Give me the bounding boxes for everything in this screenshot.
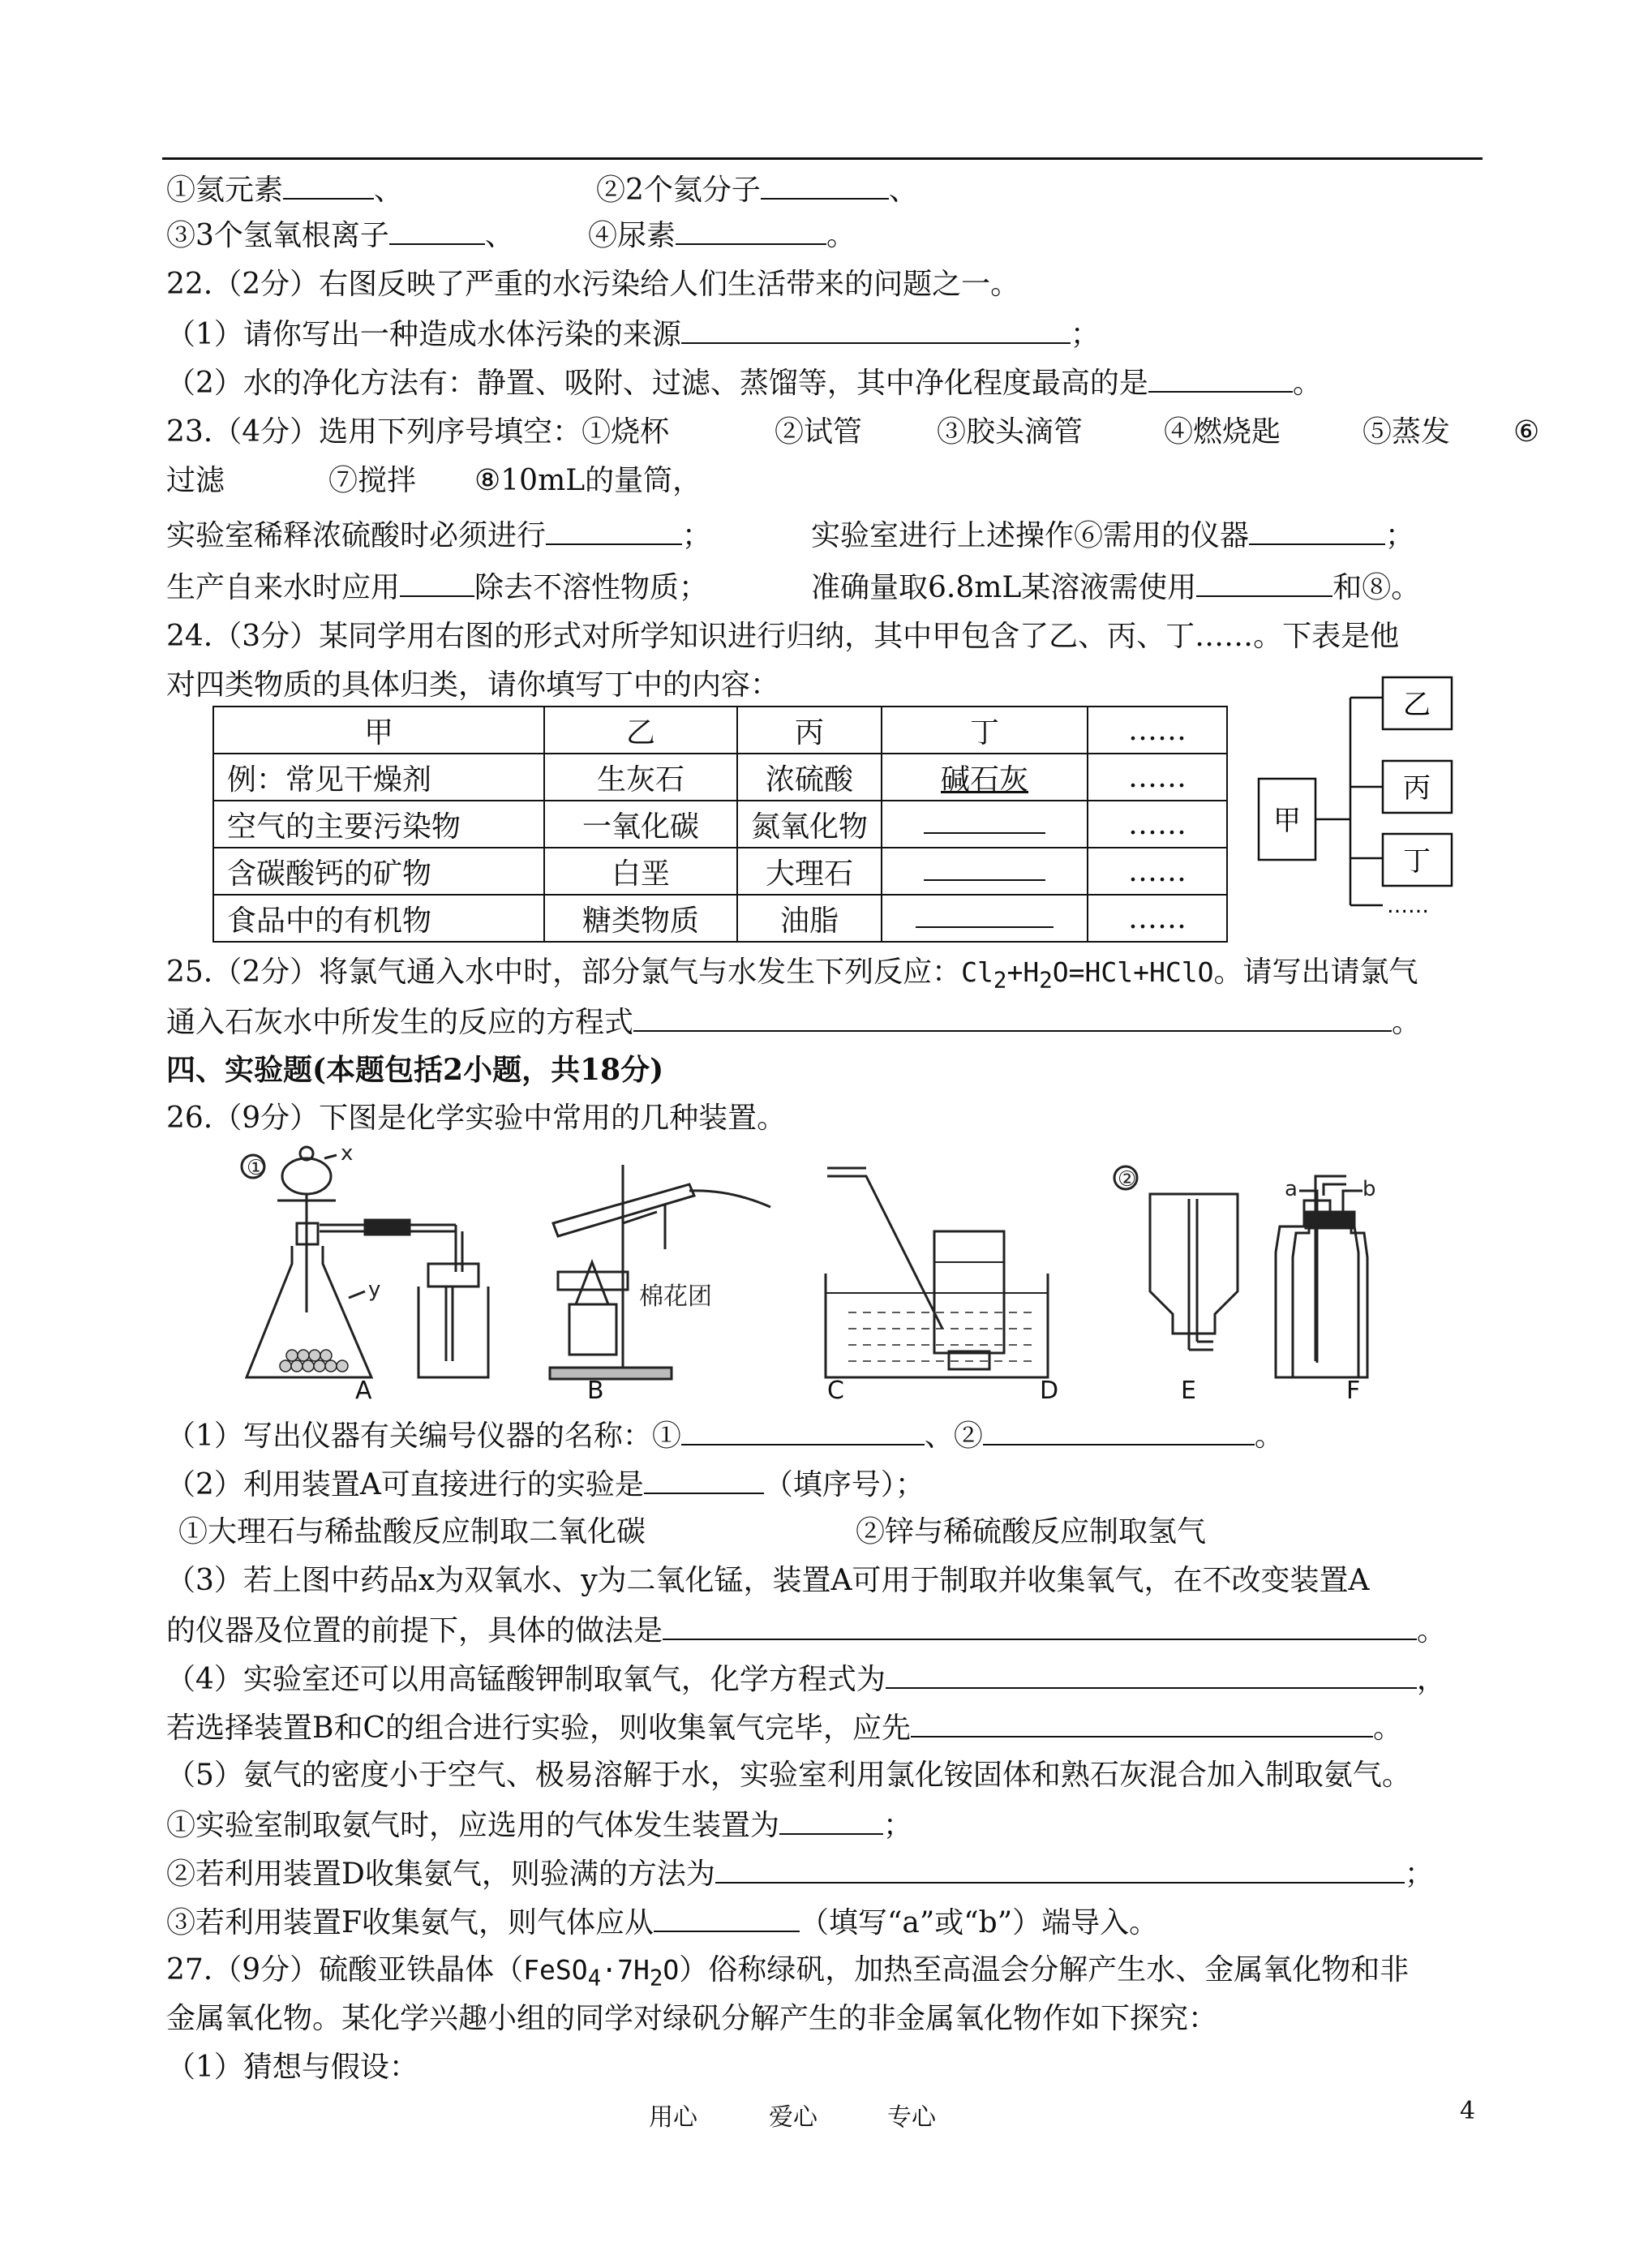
q26-part5-1: ①实验室制取氨气时，应选用的气体发生装置为 ；	[166, 1806, 912, 1845]
q23-line2a: 过滤	[166, 464, 225, 497]
answer-blank[interactable]	[916, 902, 1054, 928]
table-cell: 浓硫酸	[737, 754, 882, 801]
mark-b: b	[1362, 1177, 1376, 1201]
footer-word-2: 爱心	[769, 2103, 818, 2132]
q23-line2b: ⑦搅拌	[328, 464, 417, 497]
q22-p2-blank[interactable]	[1148, 363, 1293, 393]
mark-y: y	[368, 1278, 381, 1302]
apparatus-b	[550, 1165, 770, 1379]
q26-part3-a: （3）若上图中药品x为双氧水、y为二氧化锰，装置A可用于制取并收集氧气，在不改变装置A	[166, 1564, 1370, 1597]
q26-part5: （5）氨气的密度小于空气、极易溶解于水，实验室利用氯化铵固体和熟石灰混合加入制取氨气。	[166, 1759, 1411, 1792]
q26-part2: （2）利用装置A可直接进行的实验是 （填序号）；	[166, 1465, 925, 1504]
q21-c-text: ③3个氢氧根离子	[166, 219, 389, 252]
table-header-cell: 甲	[213, 707, 544, 754]
table-cell: 生灰石	[544, 754, 737, 801]
q21-b-blank[interactable]	[761, 170, 889, 200]
apparatus-f	[1393, 1210, 1419, 1248]
table-header-row	[213, 707, 1227, 754]
answer-blank[interactable]	[924, 855, 1045, 881]
tree-more-label: ……	[1387, 894, 1429, 918]
tree-child-label: 乙	[1403, 689, 1431, 721]
q21-line-1: ①氦元素 、	[166, 170, 403, 209]
footer-word-1: 用心	[649, 2103, 697, 2132]
mark-1: ①	[247, 1156, 266, 1180]
q26-part5-3: ③若利用装置F收集氨气，则气体应从 （填写“a”或“b”）端导入。	[166, 1903, 1158, 1942]
table-row	[213, 848, 1227, 895]
apparatus-a	[242, 1147, 488, 1377]
q26-stem: 26.（9分）下图是化学实验中常用的几种装置。	[166, 1102, 787, 1135]
table-cell: 食品中的有机物	[213, 895, 544, 942]
q26-p4a-blank[interactable]	[886, 1660, 1417, 1689]
label-c: C	[827, 1377, 844, 1405]
q21-a-blank[interactable]	[283, 170, 374, 200]
q21-c-blank[interactable]	[389, 216, 485, 245]
q23-l4b-blank[interactable]	[1196, 568, 1332, 597]
q23-opt5: ⑤蒸发	[1362, 415, 1451, 449]
q22-part2: （2）水的净化方法有：静置、吸附、过滤、蒸馏等，其中净化程度最高的是 。	[166, 363, 1322, 402]
table-cell: ……	[1088, 754, 1227, 801]
q23-line4b: 准确量取6.8mL某溶液需使用 和⑧。	[811, 568, 1420, 607]
q21-d-text: ④尿素	[588, 219, 676, 252]
label-d: D	[1040, 1377, 1059, 1405]
q27-line-3: （1）猜想与假设：	[166, 2051, 418, 2084]
q26-part4-a: （4）实验室还可以用高锰酸钾制取氧气，化学方程式为 ，	[166, 1660, 1446, 1699]
q26-option-2: ②锌与稀硫酸反应制取氢气	[856, 1515, 1207, 1549]
label-a: A	[355, 1377, 372, 1405]
q23-line2c: ⑧10mL的量筒，	[474, 464, 702, 497]
q26-option-1: ①大理石与稀盐酸反应制取二氧化碳	[178, 1515, 646, 1549]
table-cell: ……	[1088, 895, 1227, 942]
q27-line-1: 27.（9分）硫酸亚铁晶体$(FeSO_4\cdot 7H_2O)$俗称绿矾，加热至高温会分解产生水、金属氧化物和非	[166, 1953, 1410, 1991]
tree-root-label: 甲	[1273, 805, 1301, 837]
table-cell: 油脂	[737, 895, 882, 942]
table-cell	[882, 801, 1088, 848]
q26-p1-blank-2[interactable]	[983, 1416, 1255, 1445]
table-row	[213, 801, 1227, 848]
q21-line-2: ③3个氢氧根离子 、	[166, 216, 514, 255]
table-cell: 白垩	[544, 848, 737, 895]
q21-b-text: ②2个氦分子	[596, 174, 761, 207]
table-cell: ……	[1088, 801, 1227, 848]
page-number: 4	[1460, 2097, 1476, 2125]
table-cell	[882, 848, 1088, 895]
q25-line-1: 25.（2分）将氯气通入水中时，部分氯气与水发生下列反应：$Cl_2+H_2O=HCl+HClO$。请写出请氯气	[166, 956, 1418, 994]
tree-child-label: 丙	[1403, 772, 1431, 805]
q26-part5-2: ②若利用装置D收集氨气，则验满的方法为 ；	[166, 1854, 1434, 1893]
table-row	[213, 895, 1227, 942]
q23-opt4: ④燃烧匙	[1164, 415, 1281, 449]
q24-stem-1: 24.（3分）某同学用右图的形式对所学知识进行归纳，其中甲包含了乙、丙、丁……。下表是他	[166, 620, 1400, 653]
green-vitriol-formula: $FeSO_4\cdot 7H_2O$	[523, 1954, 680, 1991]
q25-blank[interactable]	[633, 1003, 1392, 1032]
q23-opt2: ②试管	[775, 415, 863, 449]
q23-line4a: 生产自来水时应用 除去不溶性物质；	[166, 568, 708, 607]
q23-line3a: 实验室稀释浓硫酸时必须进行 ；	[166, 516, 711, 555]
table-cell: ……	[1088, 848, 1227, 895]
header-rule	[162, 157, 1483, 160]
q26-part3-b: 的仪器及位置的前提下，具体的做法是 。	[166, 1611, 1446, 1650]
apparatus-c	[826, 1168, 1048, 1377]
tree-child-label: 丁	[1403, 845, 1431, 878]
table-header-cell: ……	[1088, 707, 1227, 754]
q26-p1-blank-1[interactable]	[681, 1416, 925, 1445]
label-b: B	[587, 1377, 604, 1405]
q27-line-2: 金属氧化物。某化学兴趣小组的同学对绿矾分解产生的非金属氧化物作如下探究：	[166, 2002, 1218, 2035]
q24-stem-2: 对四类物质的具体归类，请你填写丁中的内容：	[166, 668, 780, 702]
table-cell: 空气的主要污染物	[213, 801, 544, 848]
q23-line3b: 实验室进行上述操作⑥需用的仪器 ；	[811, 516, 1414, 555]
mark-x: x	[341, 1142, 354, 1166]
table-header-cell: 丁	[882, 707, 1088, 754]
mark-2: ②	[1118, 1167, 1137, 1192]
footer-word-3: 专心	[887, 2103, 936, 2132]
q21-line-1b: ②2个氦分子 、	[596, 170, 918, 209]
section-4-heading: 四、实验题(本题包括2小题，共18分)	[166, 1053, 664, 1087]
q26-p2-blank[interactable]	[644, 1465, 764, 1494]
q21-a-text: ①氦元素	[166, 174, 284, 207]
q26-p5-1-blank[interactable]	[779, 1806, 883, 1835]
table-header-cell: 乙	[544, 707, 737, 754]
table-header-cell: 丙	[737, 707, 882, 754]
q26-p5-2-blank[interactable]	[715, 1854, 1405, 1884]
q22-p1-blank[interactable]	[681, 315, 1071, 344]
q26-p4b-blank[interactable]	[911, 1708, 1373, 1738]
q23-opt3: ③胶头滴管	[937, 415, 1084, 449]
mark-cotton: 棉花团	[639, 1282, 712, 1311]
classification-table	[212, 706, 1228, 943]
q26-p5-3-blank[interactable]	[654, 1903, 800, 1932]
table-cell: 大理石	[737, 848, 882, 895]
label-e: E	[1181, 1377, 1196, 1405]
apparatus-figure	[235, 1142, 1419, 1402]
q21-line-2b: ④尿素 。	[588, 216, 856, 255]
table-cell	[882, 895, 1088, 942]
q26-part4-b: 若选择装置B和C的组合进行实验，则收集氧气完毕，应先 。	[166, 1708, 1402, 1747]
table-cell: 一氧化碳	[544, 801, 737, 848]
q22-part1: （1）请你写出一种造成水体污染的来源 ；	[166, 315, 1100, 354]
answer-blank[interactable]	[924, 808, 1045, 834]
table-cell: 氮氧化物	[737, 801, 882, 848]
q23-l4a-blank[interactable]	[400, 568, 474, 597]
q23-l3b-blank[interactable]	[1249, 516, 1385, 545]
q22-stem: 22.（2分）右图反映了严重的水污染给人们生活带来的问题之一。	[166, 268, 1020, 301]
classification-tree-diagram	[1249, 673, 1476, 925]
table-row	[213, 754, 1227, 801]
table-cell	[882, 754, 1088, 801]
apparatus-f-figure	[1281, 1176, 1379, 1387]
table-cell: 糖类物质	[544, 895, 737, 942]
table-cell: 含碳酸钙的矿物	[213, 848, 544, 895]
q23-stem: 23.（4分）选用下列序号填空：①烧杯	[166, 415, 670, 449]
label-f: F	[1346, 1377, 1361, 1405]
q23-l3a-blank[interactable]	[546, 516, 682, 545]
q26-part1: （1）写出仪器有关编号仪器的名称：① 、② 。	[166, 1416, 1284, 1455]
mark-a: a	[1285, 1177, 1298, 1201]
q25-line-2: 通入石灰水中所发生的反应的方程式 。	[166, 1003, 1421, 1042]
q26-p3-blank[interactable]	[663, 1611, 1417, 1640]
chlorine-equation: $Cl_2+H_2O=HCl+HClO$	[961, 956, 1214, 994]
apparatus-d	[1114, 1166, 1238, 1350]
q23-opt6: ⑥	[1513, 415, 1540, 449]
table-cell: 例：常见干燥剂	[213, 754, 544, 801]
q21-d-blank[interactable]	[676, 216, 826, 245]
example-answer: 碱石灰	[940, 762, 1028, 797]
